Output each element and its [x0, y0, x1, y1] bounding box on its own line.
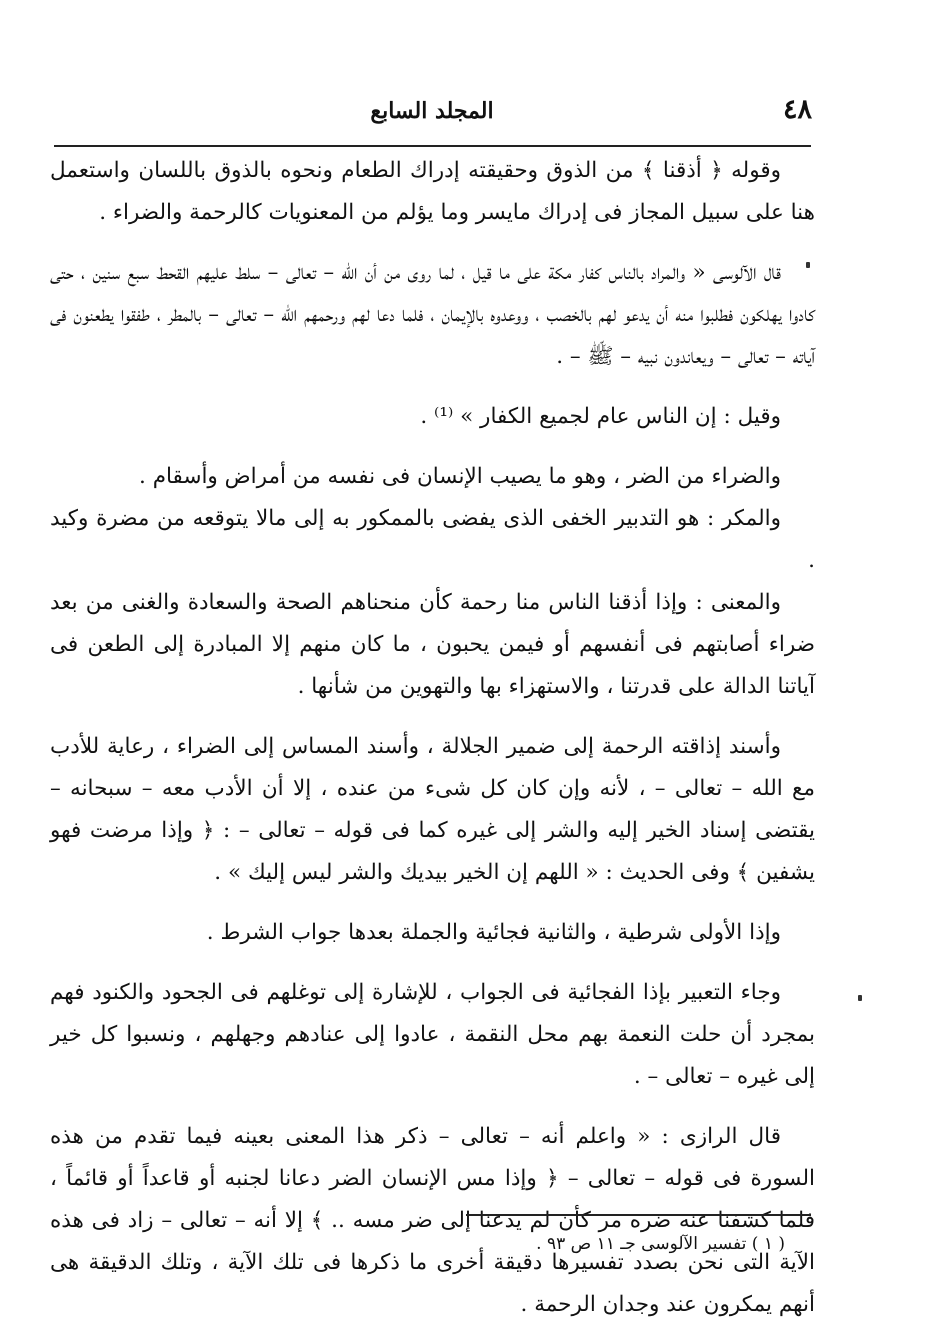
paragraph: قال الآلوسى « والمراد بالناس كفار مكة على ما قيل ، لما روى من أن الله – تعالى – سلط عليهم القحط سبع سنين ، حتى كادوا يهلكون فطلبوا منه أن يدعو لهم بالخصب ، ووعدوه بالإيمان ، فلما دعا لهم ورحمهم الله – تعالى – بالمطر ، طفقوا يطعنون فى آياته – تعالى – ويعاندون نبيه – ﷺ – . [50, 260, 815, 369]
paragraph: وقيل : إن الناس عام لجميع الكفار » ⁽¹⁾ . [420, 404, 781, 429]
running-title: المجلد السابع [370, 98, 494, 124]
footnote: ( ١ ) تفسير الآلوسى جـ ١١ ص ٩٣ . [536, 1234, 785, 1254]
page-header [52, 94, 812, 140]
main-text [50, 150, 815, 1326]
paragraph: والضراء من الضر ، وهو ما يصيب الإنسان فى نفسه من أمراض وأسقام . [139, 464, 781, 489]
footnote-rule [466, 1214, 811, 1216]
paragraph: وقوله ﴿ أذقنا ﴾ من الذوق وحقيقته إدراك الطعام ونحوه بالذوق باللسان واستعمل هنا على سبيل المجاز فى إدراك مايسر وما يؤلم من المعنويات كالرحمة والضراء . [50, 158, 815, 225]
paragraph: وجاء التعبير بإذا الفجائية فى الجواب ، للإشارة إلى توغلهم فى الجحود والكنود فهم بمجرد أن حلت النعمة بهم محل النقمة ، عادوا إلى عنادهم وجهلهم ، ونسبوا كل خير إلى غيره – تعالى – . [50, 980, 815, 1089]
paragraph: وأسند إذاقته الرحمة إلى ضمير الجلالة ، وأسند المساس إلى الضراء ، رعاية للأدب مع الله – تعالى – ، لأنه وإن كان كل شىء من عنده ، إلا أن الأدب معه – سبحانه – يقتضى إسناد الخير إليه والشر إلى غيره كما فى قوله – تعالى – : ﴿ وإذا مرضت فهو يشفين ﴾ وفى الحديث : « اللهم إن الخير بيديك والشر ليس إليك » . [50, 734, 815, 885]
paragraph: وإذا الأولى شرطية ، والثانية فجائية والجملة بعدها جواب الشرط . [206, 920, 781, 945]
paragraph: والمكر : هو التدبير الخفى الذى يفضى بالممكور به إلى مالا يتوقعه من مضرة وكيد . [50, 506, 815, 573]
page-number: ٤٨ [782, 94, 812, 125]
paragraph: والمعنى : وإذا أذقنا الناس منا رحمة كأن منحناهم الصحة والسعادة والغنى من بعد ضراء أصابتهم فى أنفسهم أو فيمن يحبون ، ما كان منهم إلا المبادرة إلى الطعن فى آياتنا الدالة على قدرتنا ، والاستهزاء بها والتهوين من شأنها . [50, 590, 815, 699]
header-rule [54, 145, 811, 147]
paragraph: قال الرازى : « واعلم أنه – تعالى – ذكر هذا المعنى بعينه فيما تقدم من هذه السورة فى قوله – تعالى – ﴿ وإذا مس الإنسان الضر دعانا لجنبه أو قاعداً أو قائماً ، فلما كشفنا عنه ضره مر كأن لم يدعنا إلى ضر مسه .. ﴾ إلا أنه – تعالى – زاد فى هذه الآية التى نحن بصدد تفسيرها دقيقة أخرى ما ذكرها فى تلك الآية ، وتلك الدقيقة هى أنهم يمكرون عند وجدان الرحمة . [50, 1124, 815, 1317]
margin-mark [858, 995, 862, 1001]
